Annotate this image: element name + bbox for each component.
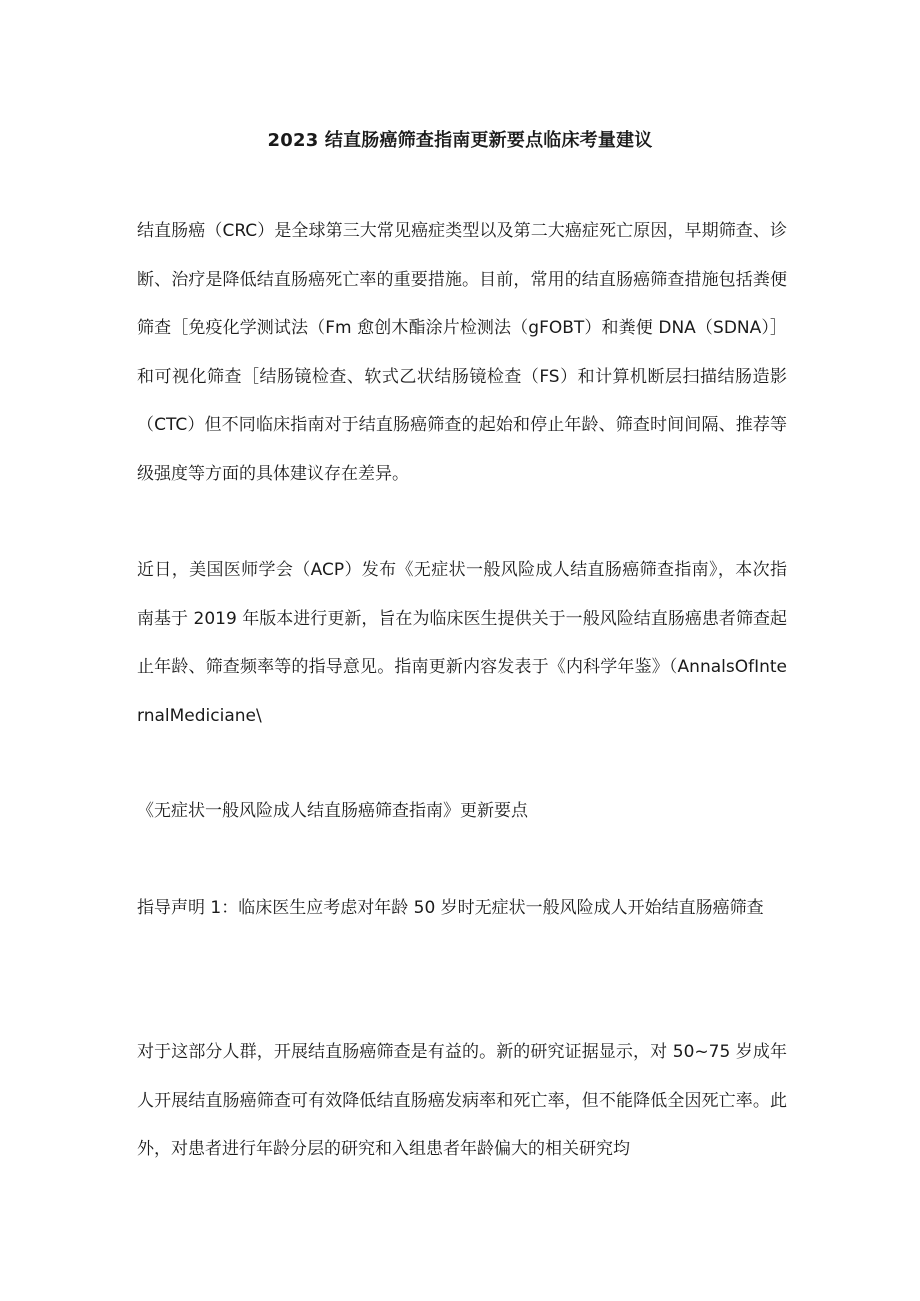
- guidance-statement-1: 指导声明 1：临床医生应考虑对年龄 50 岁时无症状一般风险成人开始结直肠癌筛查: [137, 898, 764, 918]
- paragraph-evidence: 对于这部分人群，开展结直肠癌筛查是有益的。新的研究证据显示，对 50~75 岁成年人开展结直肠癌筛查可有效降低结直肠癌发病率和死亡率，但不能降低全因死亡率。此外，对患者进行年龄分层的研究和入组患者年龄偏大的相关研究均: [137, 1042, 787, 1159]
- paragraph-acp-release: 近日，美国医师学会（ACP）发布《无症状一般风险成人结直肠癌筛查指南》，本次指南基于 2019 年版本进行更新，旨在为临床医生提供关于一般风险结直肠癌患者筛查起止年龄、筛查频率等的指导意见。指南更新内容发表于《内科学年鉴》（AnnalsOfInternalMediciane\: [137, 560, 787, 726]
- paragraph-intro: 结直肠癌（CRC）是全球第三大常见癌症类型以及第二大癌症死亡原因，早期筛查、诊断、治疗是降低结直肠癌死亡率的重要措施。目前，常用的结直肠癌筛查措施包括粪便筛查［免疫化学测试法（Fm 愈创木酯涂片检测法（gFOBT）和粪便 DNA（SDNA）］和可视化筛查［结肠镜检查、软式乙状结肠镜检查（FS）和计算机断层扫描结肠造影（CTC）但不同临床指南对于结直肠癌筛查的起始和停止年龄、筛查时间间隔、推荐等级强度等方面的具体建议存在差异。: [137, 221, 787, 484]
- document-title: 2023 结直肠癌筛查指南更新要点临床考量建议: [267, 130, 653, 151]
- section-heading: 《无症状一般风险成人结直肠癌筛查指南》更新要点: [137, 801, 528, 821]
